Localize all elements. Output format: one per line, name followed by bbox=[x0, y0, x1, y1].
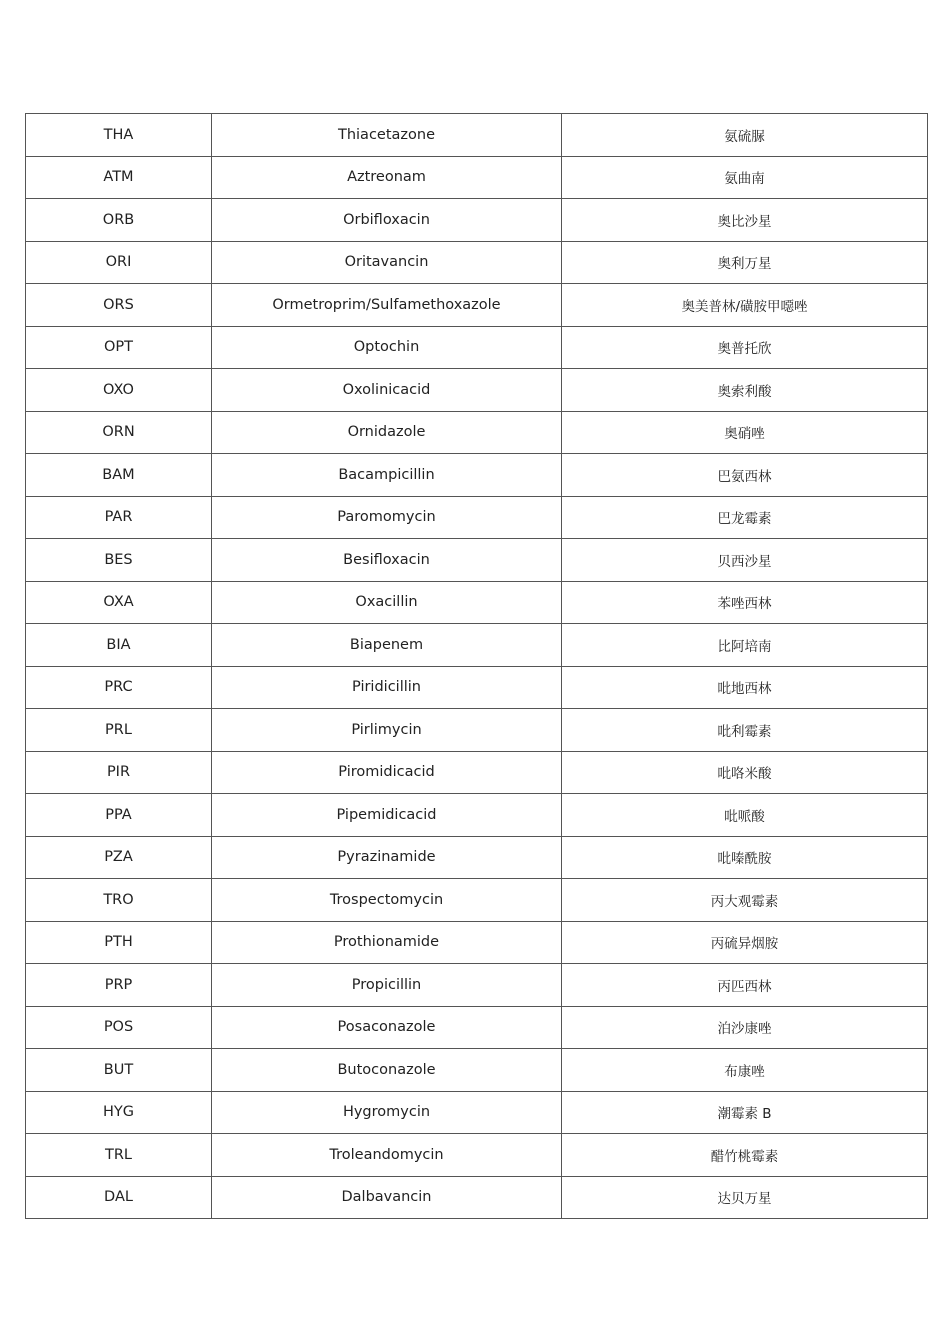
chinese-name-cell: 奥硝唑 bbox=[562, 411, 928, 454]
english-name-cell: Aztreonam bbox=[212, 156, 562, 199]
abbreviation-cell: OPT bbox=[26, 326, 212, 369]
abbreviation-cell: PRP bbox=[26, 964, 212, 1007]
chinese-name-cell: 巴龙霉素 bbox=[562, 496, 928, 539]
english-name-cell: Pipemidicacid bbox=[212, 794, 562, 837]
english-name-cell: Oxacillin bbox=[212, 581, 562, 624]
abbreviation-cell: DAL bbox=[26, 1176, 212, 1219]
chinese-name-cell: 奥普托欣 bbox=[562, 326, 928, 369]
table-row bbox=[26, 964, 928, 1007]
table-row bbox=[26, 156, 928, 199]
english-name-cell: Besifloxacin bbox=[212, 539, 562, 582]
english-name-cell: Troleandomycin bbox=[212, 1134, 562, 1177]
abbreviation-cell: OXO bbox=[26, 369, 212, 412]
table-row bbox=[26, 1049, 928, 1092]
english-name-cell: Trospectomycin bbox=[212, 879, 562, 922]
table-row bbox=[26, 666, 928, 709]
chinese-name-cell: 巴氨西林 bbox=[562, 454, 928, 497]
abbreviation-cell: OXA bbox=[26, 581, 212, 624]
chinese-name-cell: 布康唑 bbox=[562, 1049, 928, 1092]
table-row bbox=[26, 539, 928, 582]
table-row bbox=[26, 199, 928, 242]
abbreviation-cell: BAM bbox=[26, 454, 212, 497]
abbreviation-cell: PRL bbox=[26, 709, 212, 752]
english-name-cell: Optochin bbox=[212, 326, 562, 369]
english-name-cell: Propicillin bbox=[212, 964, 562, 1007]
table-row bbox=[26, 114, 928, 157]
table-row bbox=[26, 751, 928, 794]
english-name-cell: Pirlimycin bbox=[212, 709, 562, 752]
english-name-cell: Bacampicillin bbox=[212, 454, 562, 497]
english-name-cell: Paromomycin bbox=[212, 496, 562, 539]
table-row bbox=[26, 1134, 928, 1177]
abbreviation-cell: ATM bbox=[26, 156, 212, 199]
table-row bbox=[26, 624, 928, 667]
abbreviation-cell: ORN bbox=[26, 411, 212, 454]
table-row bbox=[26, 284, 928, 327]
table-row bbox=[26, 879, 928, 922]
english-name-cell: Orbifloxacin bbox=[212, 199, 562, 242]
abbreviation-cell: BUT bbox=[26, 1049, 212, 1092]
chinese-name-cell: 丙硫异烟胺 bbox=[562, 921, 928, 964]
english-name-cell: Ormetroprim/Sulfamethoxazole bbox=[212, 284, 562, 327]
chinese-name-cell: 吡咯米酸 bbox=[562, 751, 928, 794]
chinese-name-cell: 潮霉素 B bbox=[562, 1091, 928, 1134]
chinese-name-cell: 氨硫脲 bbox=[562, 114, 928, 157]
abbreviation-cell: PZA bbox=[26, 836, 212, 879]
chinese-name-cell: 达贝万星 bbox=[562, 1176, 928, 1219]
chinese-name-cell: 吡哌酸 bbox=[562, 794, 928, 837]
table-row bbox=[26, 496, 928, 539]
chinese-name-cell: 比阿培南 bbox=[562, 624, 928, 667]
abbreviation-cell: ORI bbox=[26, 241, 212, 284]
abbreviation-cell: ORS bbox=[26, 284, 212, 327]
table-row bbox=[26, 1091, 928, 1134]
abbreviation-cell: HYG bbox=[26, 1091, 212, 1134]
table-row bbox=[26, 369, 928, 412]
abbreviation-cell: TRO bbox=[26, 879, 212, 922]
english-name-cell: Thiacetazone bbox=[212, 114, 562, 157]
abbreviation-cell: BES bbox=[26, 539, 212, 582]
table-row bbox=[26, 1006, 928, 1049]
english-name-cell: Hygromycin bbox=[212, 1091, 562, 1134]
antibiotic-table bbox=[25, 113, 928, 1219]
english-name-cell: Biapenem bbox=[212, 624, 562, 667]
chinese-name-cell: 吡利霉素 bbox=[562, 709, 928, 752]
english-name-cell: Dalbavancin bbox=[212, 1176, 562, 1219]
table-row bbox=[26, 1176, 928, 1219]
table-row bbox=[26, 581, 928, 624]
chinese-name-cell: 氨曲南 bbox=[562, 156, 928, 199]
table-body bbox=[26, 114, 928, 1219]
abbreviation-cell: PPA bbox=[26, 794, 212, 837]
abbreviation-cell: BIA bbox=[26, 624, 212, 667]
chinese-name-cell: 奥比沙星 bbox=[562, 199, 928, 242]
english-name-cell: Posaconazole bbox=[212, 1006, 562, 1049]
english-name-cell: Pyrazinamide bbox=[212, 836, 562, 879]
chinese-name-cell: 吡地西林 bbox=[562, 666, 928, 709]
english-name-cell: Butoconazole bbox=[212, 1049, 562, 1092]
chinese-name-cell: 奥利万星 bbox=[562, 241, 928, 284]
english-name-cell: Ornidazole bbox=[212, 411, 562, 454]
table-row bbox=[26, 411, 928, 454]
table-row bbox=[26, 794, 928, 837]
abbreviation-cell: ORB bbox=[26, 199, 212, 242]
table-row bbox=[26, 241, 928, 284]
chinese-name-cell: 丙匹西林 bbox=[562, 964, 928, 1007]
chinese-name-cell: 贝西沙星 bbox=[562, 539, 928, 582]
abbreviation-cell: THA bbox=[26, 114, 212, 157]
abbreviation-cell: PRC bbox=[26, 666, 212, 709]
table-row bbox=[26, 921, 928, 964]
english-name-cell: Piridicillin bbox=[212, 666, 562, 709]
chinese-name-cell: 醋竹桃霉素 bbox=[562, 1134, 928, 1177]
chinese-name-cell: 泊沙康唑 bbox=[562, 1006, 928, 1049]
chinese-name-cell: 丙大观霉素 bbox=[562, 879, 928, 922]
chinese-name-cell: 苯唑西林 bbox=[562, 581, 928, 624]
table-row bbox=[26, 454, 928, 497]
english-name-cell: Piromidicacid bbox=[212, 751, 562, 794]
chinese-name-cell: 奥索利酸 bbox=[562, 369, 928, 412]
abbreviation-cell: POS bbox=[26, 1006, 212, 1049]
chinese-name-cell: 吡嗪酰胺 bbox=[562, 836, 928, 879]
table-row bbox=[26, 836, 928, 879]
english-name-cell: Prothionamide bbox=[212, 921, 562, 964]
english-name-cell: Oritavancin bbox=[212, 241, 562, 284]
abbreviation-cell: TRL bbox=[26, 1134, 212, 1177]
table-row bbox=[26, 709, 928, 752]
abbreviation-cell: PIR bbox=[26, 751, 212, 794]
chinese-name-cell: 奥美普林/磺胺甲噁唑 bbox=[562, 284, 928, 327]
english-name-cell: Oxolinicacid bbox=[212, 369, 562, 412]
table-row bbox=[26, 326, 928, 369]
abbreviation-cell: PAR bbox=[26, 496, 212, 539]
abbreviation-cell: PTH bbox=[26, 921, 212, 964]
